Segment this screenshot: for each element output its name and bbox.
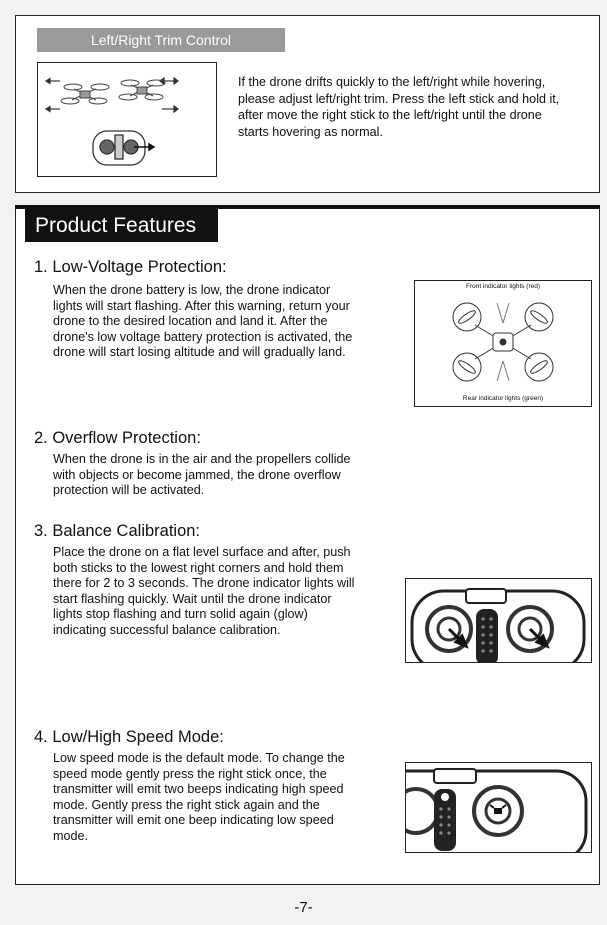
feature-3-body: Place the drone on a flat level surface and after, push both sticks to the lowest right corners and hold them there for 2 to 3 seconds. The drone indicator lights will start flashing quickly. Wait until the drone indicator lights stop flashing and turn solid again (glow) indicating successful balance calibration. [53,545,355,637]
controller-press-right-stick-icon [406,763,591,852]
feature-1-body: When the drone battery is low, the drone indicator lights will start flashing. After this warning, return your drone to the desired location and land it. After the drone's low voltage battery protection is activated, the drone will start losing altitude and will gradually land. [53,283,353,359]
feature-4-title: 4. Low/High Speed Mode: [34,728,224,746]
feature-4-body: Low speed mode is the default mode. To change the speed mode gently press the right stick once, the transmitter will emit two beeps indicating high speed mode. Gently press the right stick again and the transmitter will emit one beep indicating low speed mode. [53,751,345,843]
product-features-header: Product Features [25,209,218,242]
calibration-controller-image [405,578,592,663]
feature-2-title: 2. Overflow Protection: [34,429,201,447]
feature-3-title: 3. Balance Calibration: [34,522,201,540]
controller-sticks-down-right-icon [406,579,591,662]
indicator-lights-diagram [414,280,592,407]
feature-1-title: 1. Low-Voltage Protection: [34,258,227,276]
front-lights-label: Front indicator lights (red) [465,283,541,290]
feature-2-body: When the drone is in the air and the propellers collide with objects or become jammed, the drone overflow protection will be activated. [53,452,351,497]
trim-control-description: If the drone drifts quickly to the left/right while hovering, please adjust left/right trim. Press the left stick and hold it, after move the right stick to the left/right until the drone starts hovering as normal. [238,75,560,139]
page-number: -7- [294,899,313,916]
trim-illustration [37,62,217,177]
trim-control-header: Left/Right Trim Control [37,28,285,52]
drone-top-view-icon [435,293,571,391]
rear-lights-label: Rear indicator lights (green) [462,395,544,402]
speed-mode-controller-image [405,762,592,853]
